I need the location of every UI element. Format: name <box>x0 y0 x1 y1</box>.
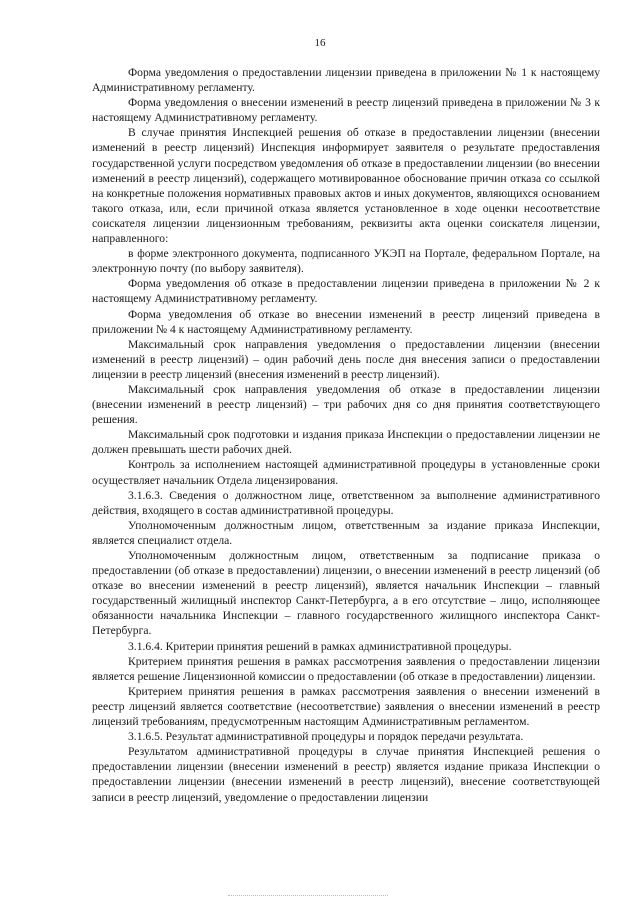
paragraph: Максимальный срок направления уведомления об отказе в предоставлении лицензии (внесении изменений в реестр лицензий) – три рабочих дня со дня принятия соответствующего решения. <box>92 382 600 427</box>
document-body <box>92 65 600 805</box>
paragraph: Форма уведомления о внесении изменений в реестр лицензий приведена в приложении № 3 к настоящему Административному регламенту. <box>92 96 600 125</box>
paragraph: Форма уведомления об отказе во внесении изменений в реестр лицензий приведена в приложении № 4 к настоящему Административному регламенту. <box>92 307 600 336</box>
paragraph: Форма уведомления о предоставлении лицензии приведена в приложении № 1 к настоящему Административному регламенту. <box>92 66 600 95</box>
paragraph: Максимальный срок подготовки и издания приказа Инспекции о предоставлении лицензии не должен превышать шести рабочих дней. <box>92 428 600 457</box>
section-heading: 3.1.6.4. Критерии принятия решений в рамках административной процедуры. <box>128 639 512 653</box>
paragraph: Уполномоченным должностным лицом, ответственным за подписание приказа о предоставлении (об отказе в предоставлении) лицензии, о внесении изменений в реестр лицензий (об отказе во внесении изменений в реестр лицензий), является начальник Инспекции – главный государственный жилищный инспектор Санкт-Петербурга, а в его отсутствие – лицо, исполняющее обязанности начальника Инспекции – главного государственного жилищного инспектора Санкт-Петербурга. <box>92 549 600 638</box>
page-number: 16 <box>314 37 326 49</box>
paragraph: Критерием принятия решения в рамках рассмотрения заявления о предоставлении лицензии является решение Лицензионной комиссии о предоставлении (об отказе в предоставлении) лицензии. <box>92 654 600 683</box>
paragraph: Уполномоченным должностным лицом, ответственным за издание приказа Инспекции, является специалист отдела. <box>92 518 600 547</box>
paragraph: В случае принятия Инспекцией решения об отказе в предоставлении лицензии (внесении изменений в реестр лицензий) Инспекция информирует заявителя о результате предоставления государственной услуги посредством уведомления об отказе в предоставлении лицензии (во внесении изменений в реестр лицензий), содержащего мотивированное обоснование причин отказа со ссылкой на конкретные положения нормативных правовых актов и иных документов, являющихся основанием такого отказа, или, если причиной отказа является установленное в ходе оценки несоответствие соискателя лицензии лицензионным требованиям, реквизиты акта оценки соискателя лицензии, направленного: <box>92 126 600 246</box>
section-heading: 3.1.6.3. Сведения о должностном лице, ответственном за выполнение административного действия, входящего в состав административной процедуры. <box>92 488 600 517</box>
section-heading: 3.1.6.5. Результат административной процедуры и порядок передачи результата. <box>128 730 524 744</box>
paragraph: Результатом административной процедуры в случае принятия Инспекцией решения о предоставлении лицензии (внесении изменений в реестр) является издание приказа Инспекции о предоставлении лицензии (внесении изменений в реестр лицензий), внесение соответствующей записи в реестр лицензий, уведомление о предоставлении лицензии <box>92 745 600 804</box>
paragraph: Критерием принятия решения в рамках рассмотрения заявления о внесении изменений в реестр лицензий является соответствие (несоответствие) заявления о внесении изменений в реестр лицензий требованиям, предусмотренным настоящим Административным регламентом. <box>92 684 600 729</box>
paragraph: Максимальный срок направления уведомления о предоставлении лицензии (внесении изменений в реестр лицензий) – один рабочий день после дня внесения записи о предоставлении лицензии в реестр лицензий (внесения изменений в реестр лицензий). <box>92 337 600 381</box>
paragraph: в форме электронного документа, подписанного УКЭП на Портале, федеральном Портале, на электронную почту (по выбору заявителя). <box>92 247 600 276</box>
paragraph: Форма уведомления об отказе в предоставлении лицензии приведена в приложении № 2 к настоящему Административному регламенту. <box>92 277 600 306</box>
paragraph: Контроль за исполнением настоящей административной процедуры в установленные сроки осуществляет начальник Отдела лицензирования. <box>92 458 600 487</box>
scan-artifact <box>228 895 388 897</box>
